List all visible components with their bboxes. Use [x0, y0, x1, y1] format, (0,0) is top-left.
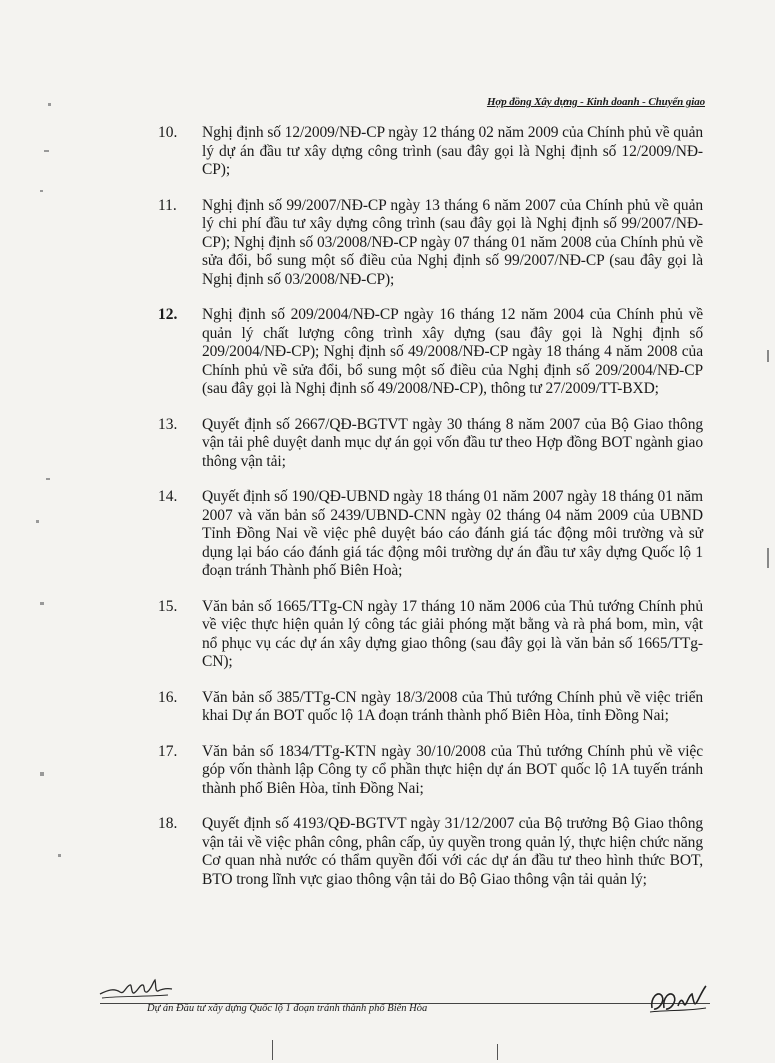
item-number: 17. — [158, 742, 178, 760]
item-number: 18. — [158, 815, 178, 832]
scan-artifact — [40, 772, 44, 776]
item-text: Nghị định số 209/2004/NĐ-CP ngày 16 tháng 12 năm 2004 của Chính phủ về quản lý chất lượng công trình xây dựng (sau đây gọi là Nghị định số 209/2004/NĐ-CP); Nghị định số 49/2008/NĐ-CP ngày 18 tháng 4 năm 2008 của Chính phủ về sửa đổi, bổ sung một số điều của Nghị định số 209/2004/NĐ-CP (sau đây gọi là Nghị định số 49/2008/NĐ-CP), thông tư 27/2009/TT-BXD; — [202, 306, 703, 397]
list-item — [158, 743, 703, 799]
scan-artifact — [48, 103, 51, 106]
page-header: Hợp đồng Xây dựng - Kinh doanh - Chuyển giao — [486, 96, 705, 108]
list-item — [158, 416, 703, 472]
item-text: Nghị định số 12/2009/NĐ-CP ngày 12 tháng 02 năm 2009 của Chính phủ về quản lý dự án đầu tư xây dựng công trình (sau đây gọi là Nghị định số 12/2009/NĐ-CP); — [202, 124, 703, 178]
signature-initials-left — [98, 976, 178, 1002]
item-text: Văn bản số 1665/TTg-CN ngày 17 tháng 10 năm 2006 của Thủ tướng Chính phủ về việc thực hiện quản lý công tác giải phóng mặt bằng và rà phá bom, mìn, vật nổ phục vụ các dự án xây dựng giao thông (sau đây gọi là văn bản số 1665/TTg-CN); — [202, 597, 703, 670]
scan-artifact — [36, 520, 39, 523]
scan-artifact — [46, 478, 50, 480]
scan-artifact — [44, 150, 49, 152]
item-number: 10. — [158, 124, 178, 141]
list-item — [158, 488, 703, 581]
scan-artifact — [497, 1044, 498, 1060]
scan-artifact — [767, 350, 769, 362]
item-text: Nghị định số 99/2007/NĐ-CP ngày 13 tháng 6 năm 2007 của Chính phủ về quản lý chi phí đầu tư xây dựng công trình (sau đây gọi là Nghị định số 99/2007/NĐ-CP); Nghị định số 03/2008/NĐ-CP ngày 07 tháng 01 năm 2008 của Chính phủ về sửa đổi, bổ sung một số điều của Nghị định số 99/2007/NĐ-CP (sau đây gọi là Nghị định số 03/2008/NĐ-CP); — [202, 196, 703, 288]
list-item — [158, 689, 703, 726]
clause-list — [158, 124, 703, 906]
item-number: 15. — [158, 597, 178, 615]
item-text: Văn bản số 1834/TTg-KTN ngày 30/10/2008 của Thủ tướng Chính phủ về việc góp vốn thành lập Công ty cổ phần thực hiện dự án BOT quốc lộ 1A tuyến tránh thành phố Biên Hòa, tỉnh Đồng Nai; — [202, 742, 703, 797]
scan-artifact — [272, 1040, 273, 1060]
scan-artifact — [40, 190, 43, 192]
item-text: Quyết định số 190/QĐ-UBND ngày 18 tháng 01 năm 2007 ngày 18 tháng 01 năm 2007 và văn bản số 2439/UBND-CNN ngày 02 tháng 04 năm 2009 của UBND Tỉnh Đồng Nai về việc phê duyệt báo cáo đánh giá tác động môi trường và sử dụng lại báo cáo đánh giá tác động môi trường dự án đầu tư xây dựng Quốc lộ 1 đoạn tránh Thành phố Biên Hoà; — [202, 488, 703, 579]
item-number: 13. — [158, 415, 178, 433]
item-text: Quyết định số 4193/QĐ-BGTVT ngày 31/12/2007 của Bộ trưởng Bộ Giao thông vận tải về việc phân công, phân cấp, ủy quyền trong quản lý, thực hiện chức năng Cơ quan nhà nước có thẩm quyền đối với các dự án đầu tư theo hình thức BOT, BTO trong lĩnh vực giao thông vận tải do Bộ Giao thông vận tải quản lý; — [202, 815, 703, 888]
list-item — [158, 197, 703, 290]
scan-artifact — [767, 548, 769, 568]
list-item — [158, 598, 703, 672]
item-text: Văn bản số 385/TTg-CN ngày 18/3/2008 của Thủ tướng Chính phủ về việc triển khai Dự án BOT quốc lộ 1A đoạn tránh thành phố Biên Hòa, tỉnh Đồng Nai; — [202, 688, 703, 724]
item-number: 12. — [158, 306, 178, 323]
item-number: 16. — [158, 688, 178, 706]
item-text: Quyết định số 2667/QĐ-BGTVT ngày 30 tháng 8 năm 2007 của Bộ Giao thông vận tải phê duyệt danh mục dự án gọi vốn đầu tư theo Hợp đồng BOT ngành giao thông vận tải; — [202, 415, 703, 470]
scan-artifact — [40, 602, 44, 605]
page-footer: Dự án Đầu tư xây dựng Quốc lộ 1 đoạn tránh thành phố Biên Hòa — [147, 1003, 428, 1014]
list-item — [158, 306, 703, 399]
signature-initials-right — [648, 984, 710, 1016]
item-number: 11. — [158, 196, 177, 214]
list-item — [158, 124, 703, 180]
scan-artifact — [58, 854, 61, 857]
list-item — [158, 815, 703, 889]
item-number: 14. — [158, 488, 178, 505]
